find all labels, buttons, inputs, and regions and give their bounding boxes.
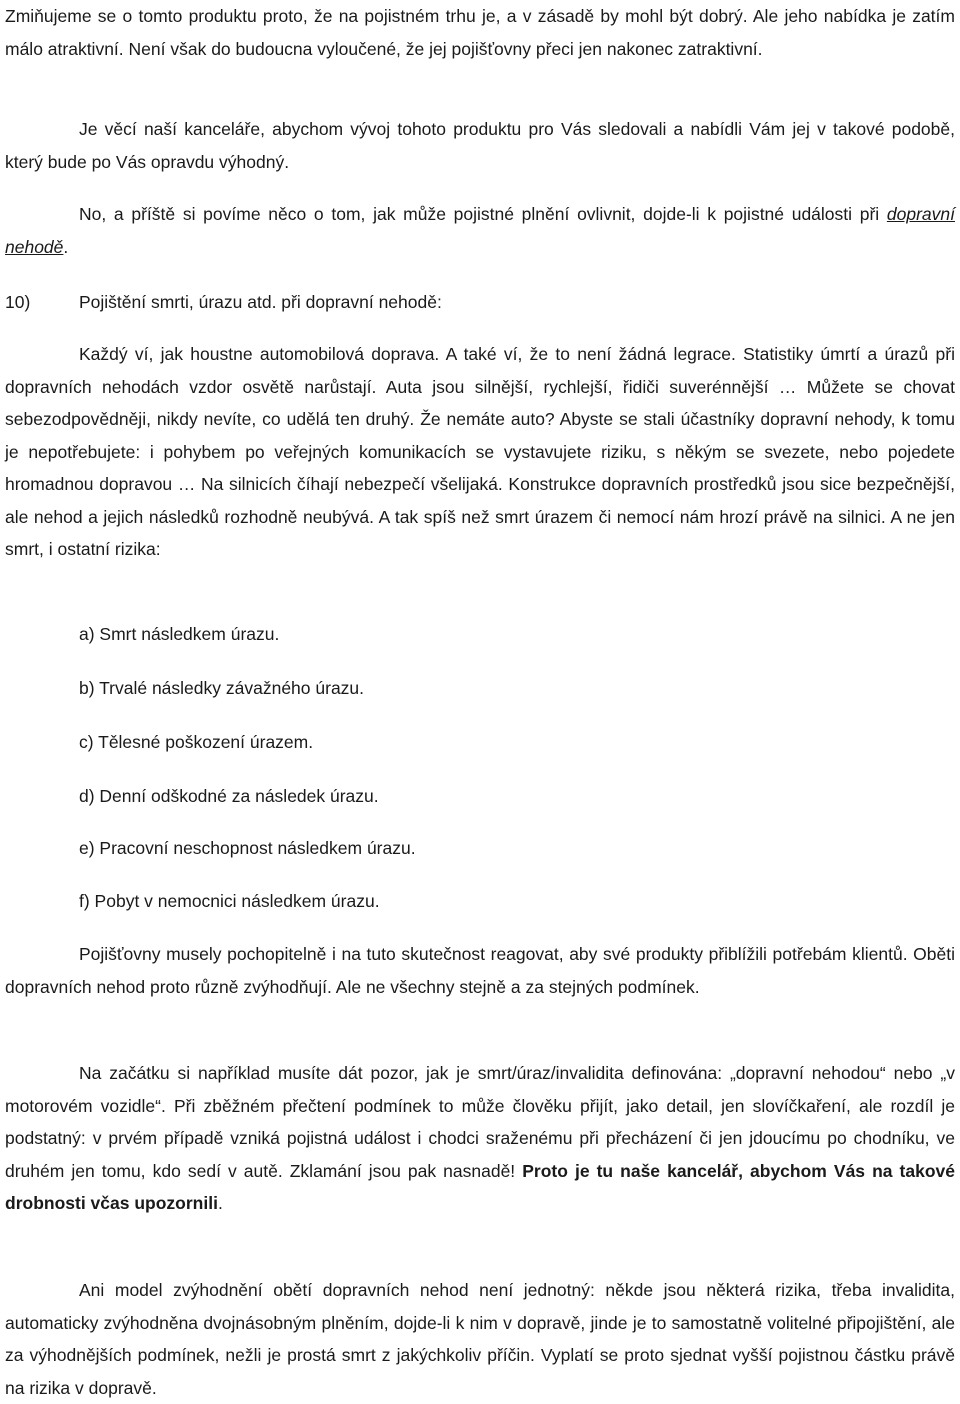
risk-item-hospital-stay: f) Pobyt v nemocnici následkem úrazu. bbox=[79, 891, 380, 911]
paragraph-definition-end: . bbox=[217, 1193, 223, 1213]
paragraph-next-topic bbox=[5, 198, 955, 263]
risk-item-incapacity: e) Pracovní neschopnost následkem úrazu. bbox=[79, 838, 416, 858]
paragraph-definition-emphasis: Proto je tu naše kancelář, abychom Vás na takové drobnosti včas upozornili bbox=[5, 1160, 955, 1213]
paragraph-office-role: Je věcí naší kanceláře, abychom vývoj tohoto produktu pro Vás sledovali a nabídli Vám jej v takové podobě, který bude po Vás opravdu výhodný. bbox=[5, 119, 955, 172]
paragraph-advantage-model: Ani model zvýhodnění obětí dopravních nehod není jednotný: někde jsou některá rizika, třeba invalidita, automaticky zvýhodněna dvojnásobným plněním, dojde-li k nim v dopravě, jinde je to samostatně volitelné připojištění, ale za výhodnějších podmínek, nežli je prostá smrt z jakýchkoliv příčin. Vyplatí se proto sjednat vyšší pojistnou částku právě na rizika v dopravě. bbox=[5, 1280, 955, 1398]
paragraph-product-intro: Zmiňujeme se o tomto produktu proto, že na pojistném trhu je, a v zásadě by mohl být dobrý. Ale jeho nabídka je zatím málo atraktivní. Není však do budoucna vyloučené, že jej pojišťovny přeci jen nakonec zatraktivní. bbox=[5, 6, 955, 59]
paragraph-traffic-risks: Každý ví, jak houstne automobilová doprava. A také ví, že to není žádná legrace. Statistiky úmrtí a úrazů při dopravních nehodách vzdor osvětě narůstají. Auta jsou silnější, rychlejší, řidiči suverénnější … Můžete se chovat sebezodpovědněji, nikdy nevíte, co udělá ten druhý. Že nemáte auto? Abyste se stali účastníky dopravní nehody, k tomu je nepotřebujete: i pohybem po veřejných komunikacích se vystavujete riziku, s někým se svezete, nebo pojedete hromadnou dopravou … Na silnicích číhají nebezpečí všelijaká. Konstrukce dopravních prostředků jsou sice bezpečnější, ale nehod a jejich následků rozhodně neubývá. A tak spíš než smrt úrazem či nemocí nám hrozí právě na silnici. A ne jen smrt, i ostatní rizika: bbox=[5, 344, 955, 559]
risk-item-bodily-harm: c) Tělesné poškození úrazem. bbox=[79, 732, 314, 752]
paragraph-insurers-reaction: Pojišťovny musely pochopitelně i na tuto skutečnost reagovat, aby své produkty přiblížili potřebám klientů. Oběti dopravních nehod proto různě zvýhodňují. Ale ne všechny stejně a za stejných podmínek. bbox=[5, 944, 955, 997]
paragraph-definition-warning bbox=[5, 1057, 955, 1220]
section-title: Pojištění smrti, úrazu atd. při dopravní nehodě: bbox=[79, 292, 442, 312]
link-dopravni-nehode[interactable]: dopravní nehodě bbox=[5, 204, 955, 257]
paragraph-next-topic-end: . bbox=[63, 236, 69, 257]
paragraph-definition-text: Na začátku si například musíte dát pozor, jak je smrt/úraz/invalidita definována: „dopravní nehodou“ nebo „v motorovém vozidle“. Při zběžném přečtení podmínek to může člověku přijít, jako detail, jen slovíčkaření, ale rozdíl je podstatný: v prvém případě vzniká pojistná událost i chodci sraženému při přecházení či jen jdoucímu po chodníku, ve druhém jen tomu, kdo sedí v autě. Zklamání jsou pak nasnadě! bbox=[5, 1063, 955, 1181]
section-heading bbox=[5, 286, 955, 318]
paragraph-next-topic-text: No, a příště si povíme něco o tom, jak může pojistné plnění ovlivnit, dojde-li k pojistné události při bbox=[79, 204, 887, 224]
risk-item-death: a) Smrt následkem úrazu. bbox=[79, 624, 280, 644]
risk-item-permanent-consequences: b) Trvalé následky závažného úrazu. bbox=[79, 678, 365, 698]
risk-item-daily-compensation: d) Denní odškodné za následek úrazu. bbox=[79, 786, 379, 806]
section-number: 10) bbox=[5, 292, 31, 312]
